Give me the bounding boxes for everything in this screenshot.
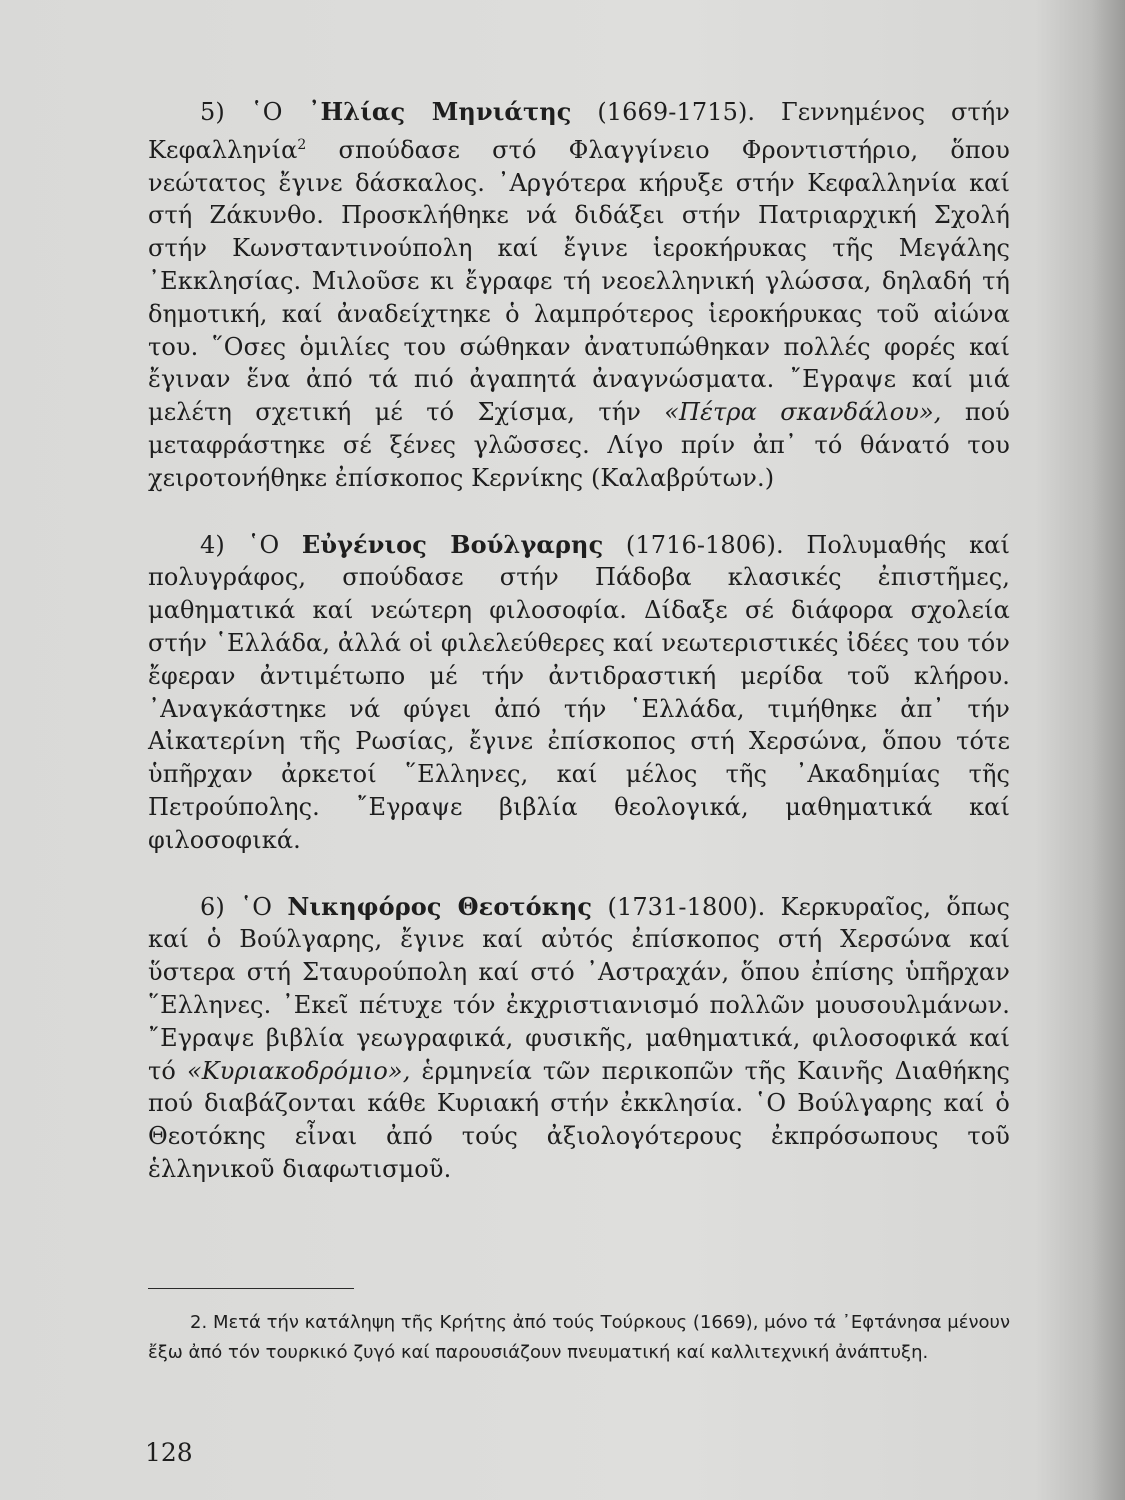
paragraph-miniatis	[148, 96, 1010, 495]
paragraph-number: 4)	[200, 530, 225, 559]
person-name: ᾿Ηλίας Μηνιάτης	[308, 97, 572, 126]
footnote	[148, 1308, 1010, 1368]
paragraph-text: Πολυμαθής καί πολυγράφος, σπούδασε στήν Πάδοβα κλασικές ἐπιστῆμες, μαθηματικά καί νεώτερη φιλοσοφία. Δίδαξε σέ διάφορα σχολεία στήν ῾Ελλάδα, ἀλλά οἱ φιλελεύθερες καί νεωτεριστικές ἰδέες του τόν ἔφεραν ἀντιμέτωπο μέ τήν ἀντιδραστική μερίδα τοῦ κλήρου. ᾿Αναγκάστηκε νά φύγει ἀπό τήν ῾Ελλάδα, τιμήθηκε ἀπ᾿ τήν Αἰκατερίνη τῆς Ρωσίας, ἔγινε ἐπίσκοπος στή Χερσώνα, ὅπου τότε ὑπῆρχαν ἀρκετοί ῞Ελληνες, καί μέλος τῆς ᾿Ακαδημίας τῆς Πετρούπολης. ῎Εγραψε βιβλία θεολογικά, μαθηματικά καί φιλοσοφικά.	[148, 530, 1010, 854]
paragraph-number: 6)	[200, 892, 225, 921]
footnote-divider	[148, 1288, 354, 1289]
footnote-reference: 2	[297, 136, 307, 153]
paragraph-number: 5)	[200, 98, 225, 126]
work-title: «Κυριακοδρόμιο»,	[186, 1056, 411, 1085]
paragraph-article: ῾Ο	[240, 892, 273, 921]
paragraph-voulgaris	[148, 529, 1010, 857]
paragraph-text: Κερκυραῖος, ὅπως καί ὁ Βούλγαρης, ἔγινε καί αὐτός ἐπίσκοπος στή Χερσώνα καί ὕστερα στή Σταυρούπολη καί στό ᾿Αστραχάν, ὅπου ἐπίσης ὑπῆρχαν ῞Ελληνες. ᾿Εκεῖ πέτυχε τόν ἐκχριστιανισμό πολλῶν μουσουλμάνων. ῎Εγραψε βιβλία γεωγραφικά, φυσικῆς, μαθηματικά, φιλοσοφικά καί τό	[148, 892, 1011, 1085]
paragraph-article: ῾Ο	[247, 530, 280, 559]
paragraph-text: ἑρμηνεία τῶν περικοπῶν τῆς Καινῆς Διαθήκης πού διαβάζονται κάθε Κυριακή στήν ἐκκλησία. ῾Ο Βούλγαρης καί ὁ Θεοτόκης εἶναι ἀπό τούς ἀξιολογότερους ἐκπρόσωπους τοῦ ἑλληνικοῦ διαφωτισμοῦ.	[148, 1056, 1011, 1183]
paragraph-text: πού μεταφράστηκε σέ ξένες γλῶσσες. Λίγο πρίν ἀπ᾿ τό θάνατό του χειροτονήθηκε ἐπίσκοπος Κερνίκης (Καλαβρύτων.)	[148, 398, 1010, 492]
person-dates: (1669-1715).	[597, 98, 756, 126]
footnote-number: 2.	[190, 1312, 208, 1333]
person-name: Εὐγένιος Βούλγαρης	[301, 529, 604, 559]
person-dates: (1716-1806).	[625, 530, 784, 559]
page-number: 128	[145, 1438, 193, 1467]
main-text	[148, 96, 1010, 1186]
work-title: «Πέτρα σκανδάλου»,	[664, 398, 942, 427]
paragraph-text: Γεννημένος στήν Κεφαλληνία	[148, 98, 1010, 164]
paragraph-article: ῾Ο	[250, 98, 283, 126]
person-dates: (1731-1800).	[607, 892, 766, 921]
paragraph-theotokis	[148, 891, 1010, 1186]
person-name: Νικηφόρος Θεοτόκης	[287, 891, 593, 921]
footnote-text: Μετά τήν κατάληψη τῆς Κρήτης ἀπό τούς Τούρκους (1669), μόνο τά ᾿Εφτάνησα μένουν ἔξω ἀπό τόν τουρκικό ζυγό καί παρουσιάζουν πνευματική καί καλλιτεχνική ἀνάπτυξη.	[148, 1312, 1011, 1363]
paragraph-text: σπούδασε στό Φλαγγίνειο Φροντιστήριο, ὅπου νεώτατος ἔγινε δάσκαλος. ᾿Αργότερα κήρυξε στήν Κεφαλληνία καί στή Ζάκυνθο. Προσκλήθηκε νά διδάξει στήν Πατριαρχική Σχολή στήν Κωνσταντινούπολη καί ἔγινε ἱεροκήρυκας τῆς Μεγάλης ᾿Εκκλησίας. Μιλοῦσε κι ἔγραφε τή νεοελληνική γλώσσα, δηλαδή τή δημοτική, καί ἀναδείχτηκε ὁ λαμπρότερος ἱεροκήρυκας τοῦ αἰώνα του. ῞Οσες ὁμιλίες του σώθηκαν ἀνατυπώθηκαν πολλές φορές καί ἔγιναν ἕνα ἀπό τά πιό ἀγαπητά ἀναγνώσματα. ῎Εγραψε καί μιά μελέτη σχετική μέ τό Σχίσμα, τήν	[148, 135, 1010, 427]
